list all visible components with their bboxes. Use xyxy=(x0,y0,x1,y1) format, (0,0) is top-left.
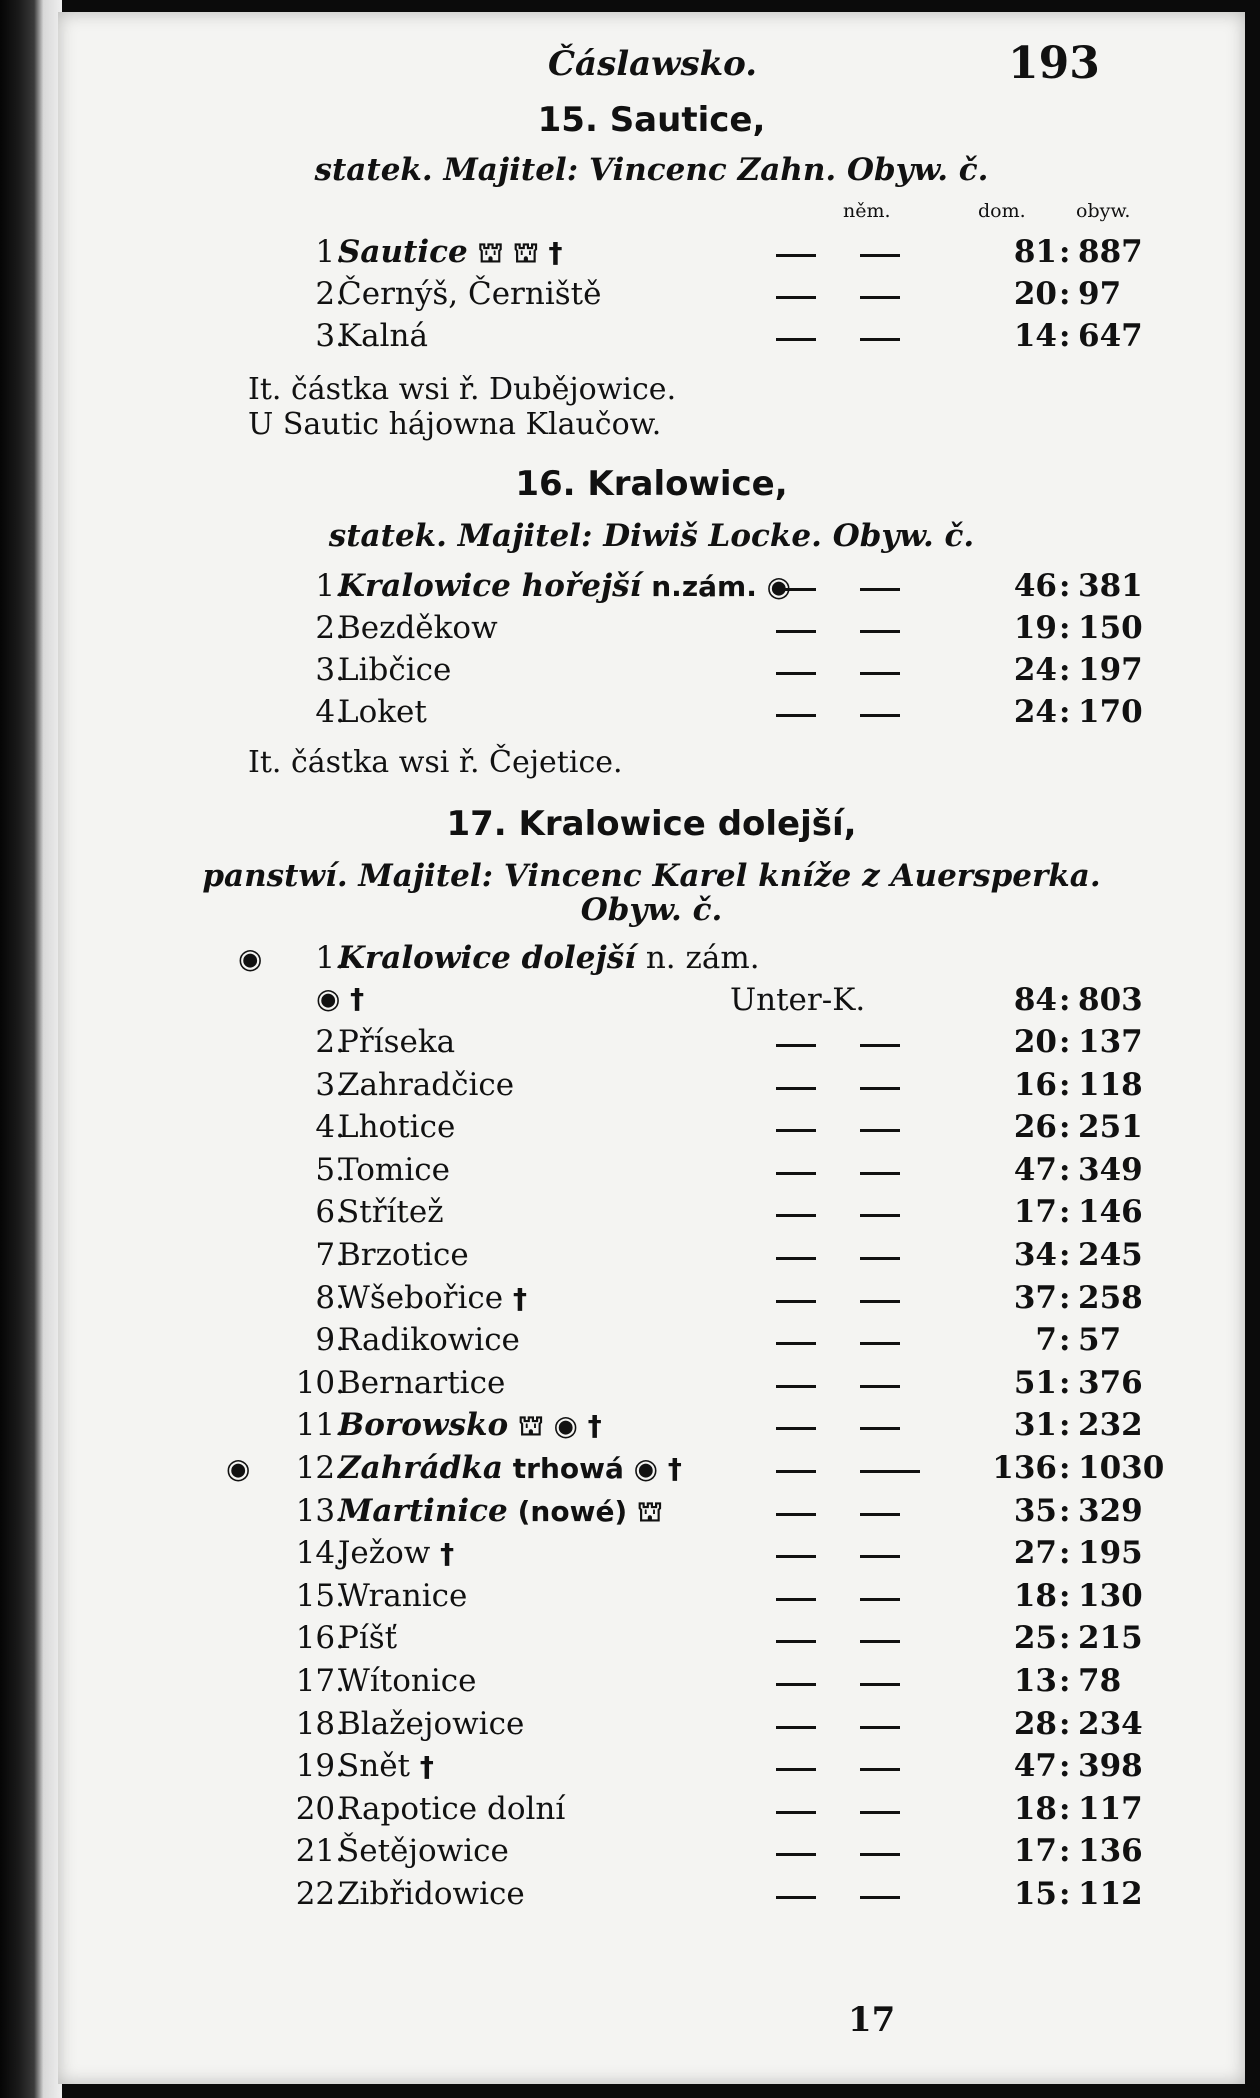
list-item xyxy=(58,1876,1245,1916)
signature-mark: 17 xyxy=(848,2000,896,2040)
entry-dom: 15 xyxy=(1013,1876,1057,1912)
entry-obyw: 234 xyxy=(1078,1705,1143,1742)
dash xyxy=(776,1726,816,1729)
entry-name: Radikowice xyxy=(338,1322,520,1359)
entry-name: Rapotice dolní xyxy=(338,1790,566,1827)
list-item xyxy=(58,1067,1245,1107)
entry-symbols: † xyxy=(512,1281,527,1315)
entry-dom: 25 xyxy=(1013,1620,1057,1657)
entry-obyw: 1030 xyxy=(1078,1450,1165,1486)
entry-obyw: 150 xyxy=(1078,610,1143,646)
dash xyxy=(860,1172,900,1175)
entry-name: Zahradčice xyxy=(338,1066,515,1103)
entry-number: 3. xyxy=(315,652,345,688)
dash xyxy=(860,254,900,257)
dash xyxy=(860,714,900,717)
list-item xyxy=(58,1620,1245,1660)
entry-number: 22. xyxy=(295,1876,345,1912)
entry-dom: 20 xyxy=(1013,1024,1057,1060)
dash xyxy=(776,1087,816,1090)
dash xyxy=(776,1129,816,1132)
entry-dom: 24 xyxy=(1013,652,1057,688)
entry-number: 8. xyxy=(315,1279,345,1316)
entry-dom: 35 xyxy=(1013,1492,1057,1529)
entry-name: Libčice xyxy=(338,652,452,688)
entry-dom: 7 xyxy=(1035,1322,1057,1359)
list-item xyxy=(58,1109,1245,1149)
entry-name: Lhotice xyxy=(338,1109,456,1146)
entry-dom: 16 xyxy=(1013,1066,1057,1103)
entry-obyw: 195 xyxy=(1078,1535,1143,1572)
entry-name: Sautice ⛫ ⛫ † xyxy=(338,234,563,270)
entry-dom: 24 xyxy=(1013,694,1057,730)
entry-note: Unter-K. xyxy=(730,982,866,1018)
list-item xyxy=(58,1663,1245,1703)
entry-symbols: † xyxy=(440,1537,455,1571)
entry-symbols: ◉ † xyxy=(316,982,365,1015)
entry-name: Bezděkow xyxy=(338,610,498,646)
entry-obyw: 78 xyxy=(1078,1663,1122,1699)
entry-number: 16. xyxy=(295,1620,345,1657)
section-16-subtitle: statek. Majitel: Diwiš Locke. Obyw. č. xyxy=(328,518,975,554)
dash xyxy=(860,672,900,675)
entry-name: Ježow † xyxy=(338,1535,455,1572)
entry-number: 18. xyxy=(295,1705,345,1742)
separator: : xyxy=(1059,318,1071,354)
list-item xyxy=(58,1407,1245,1447)
note: It. částka wsi ř. Dubějowice. xyxy=(248,372,677,407)
dash xyxy=(776,714,816,717)
list-item xyxy=(58,1194,1245,1234)
dash xyxy=(860,1300,900,1303)
entry-obyw: 57 xyxy=(1078,1322,1122,1359)
entry-number: 13. xyxy=(295,1492,345,1529)
dash xyxy=(860,1513,900,1516)
dash xyxy=(776,1385,816,1388)
entry-obyw: 329 xyxy=(1078,1492,1143,1529)
dash xyxy=(776,1598,816,1601)
entry-obyw: 887 xyxy=(1078,234,1143,270)
dash xyxy=(776,254,816,257)
list-item xyxy=(58,276,1245,316)
entry-obyw: 232 xyxy=(1078,1407,1143,1444)
page-number: 193 xyxy=(1008,38,1100,89)
entry-name: Wranice xyxy=(338,1577,468,1614)
entry-name: Kralowice hořejší n.zám. ◉ xyxy=(338,568,792,604)
dash xyxy=(860,1427,900,1430)
entry-dom: 13 xyxy=(1013,1663,1057,1699)
note: U Sautic hájowna Klaučow. xyxy=(248,407,662,442)
entry-dom: 27 xyxy=(1013,1535,1057,1572)
entry-name: Střítež xyxy=(338,1194,444,1231)
entry-obyw: 251 xyxy=(1078,1109,1143,1146)
note: It. částka wsi ř. Čejetice. xyxy=(248,745,623,780)
entry-dom: 31 xyxy=(1013,1407,1057,1444)
separator: : xyxy=(1059,234,1071,270)
entry-obyw: 647 xyxy=(1078,318,1143,354)
dash xyxy=(860,1726,900,1729)
entry-name: Snět † xyxy=(338,1748,434,1785)
dash xyxy=(776,1470,816,1473)
entry-obyw: 349 xyxy=(1078,1151,1143,1188)
entry-name: Píšť xyxy=(338,1620,398,1657)
separator: : xyxy=(1059,1151,1071,1188)
entry-number: 4. xyxy=(315,694,345,730)
entry-dom: 18 xyxy=(1013,1577,1057,1614)
separator: : xyxy=(1059,1237,1071,1273)
entry-obyw: 381 xyxy=(1078,568,1143,604)
entry-number: 12. xyxy=(295,1450,345,1486)
separator: : xyxy=(1059,1620,1071,1657)
dash xyxy=(776,1172,816,1175)
entry-name: Šetějowice xyxy=(338,1833,509,1870)
entry-dom: 20 xyxy=(1013,276,1057,312)
entry-obyw: 118 xyxy=(1078,1066,1143,1103)
dash xyxy=(860,1683,900,1686)
entry-dom: 34 xyxy=(1013,1237,1057,1273)
dash xyxy=(776,1300,816,1303)
list-item xyxy=(58,610,1245,650)
dash xyxy=(776,1768,816,1771)
entry-name: Zahrádka trhowá ◉ † xyxy=(338,1450,682,1486)
list-item xyxy=(58,1833,1245,1873)
entry-dom: 84 xyxy=(1013,982,1057,1018)
dash xyxy=(776,1811,816,1814)
entry-dom: 26 xyxy=(1013,1109,1057,1146)
entry-name: Kralowice dolejší n. zám. xyxy=(338,940,760,976)
entry-symbols: † xyxy=(419,1750,434,1784)
separator: : xyxy=(1059,1407,1071,1444)
entry-number: 2. xyxy=(315,276,345,312)
dash xyxy=(860,1214,900,1217)
separator: : xyxy=(1059,1876,1071,1912)
dash xyxy=(860,1811,900,1814)
entry-number: 20. xyxy=(295,1790,345,1827)
castle-bullet-icon: ◉ xyxy=(238,942,263,975)
section-15-title: 15. Sautice, xyxy=(537,100,766,140)
dash xyxy=(860,1385,900,1388)
column-header-nem: něm. xyxy=(843,200,891,222)
dash xyxy=(776,630,816,633)
separator: : xyxy=(1059,276,1071,312)
entry-symbols: ⛫ ◉ † xyxy=(518,1409,602,1443)
list-item xyxy=(58,652,1245,692)
entry-name: Wítonice xyxy=(338,1663,477,1699)
entry-name: Brzotice xyxy=(338,1237,469,1273)
entry-obyw: 376 xyxy=(1078,1364,1143,1401)
entry-number: 3. xyxy=(315,1066,345,1103)
separator: : xyxy=(1059,1322,1071,1359)
entry-number: 11. xyxy=(295,1407,345,1444)
dash xyxy=(860,338,900,341)
entry-number: 9. xyxy=(315,1322,345,1359)
dash xyxy=(776,296,816,299)
entry-obyw: 146 xyxy=(1078,1194,1143,1231)
list-item xyxy=(58,234,1245,274)
dash xyxy=(776,588,816,591)
entry-name: Zibřidowice xyxy=(338,1876,525,1912)
entry-name: Blažejowice xyxy=(338,1705,525,1742)
entry-dom: 51 xyxy=(1013,1364,1057,1401)
entry-number: 3. xyxy=(315,318,345,354)
entry-name: Loket xyxy=(338,694,427,730)
dash xyxy=(860,1129,900,1132)
list-item xyxy=(58,1322,1245,1362)
list-item xyxy=(58,1535,1245,1575)
entry-name: Borowsko ⛫ ◉ † xyxy=(338,1407,602,1444)
dash xyxy=(860,1768,900,1771)
list-item xyxy=(58,568,1245,608)
entry-number: 5. xyxy=(315,1151,345,1188)
entry-number: 17. xyxy=(295,1663,345,1699)
entry-name: Wšebořice † xyxy=(338,1279,527,1316)
entry-number: 2. xyxy=(315,610,345,646)
book-spine xyxy=(0,0,62,2098)
dash xyxy=(776,1896,816,1899)
entry-dom: 47 xyxy=(1013,1151,1057,1188)
entry-dom: 17 xyxy=(1013,1833,1057,1870)
entry-obyw: 197 xyxy=(1078,652,1143,688)
list-item xyxy=(58,1280,1245,1320)
entry-name: Kalná xyxy=(338,318,429,354)
book-page xyxy=(58,12,1245,2084)
entry-name: Martinice (nowé) ⛫ xyxy=(338,1492,663,1529)
section-16-title: 16. Kralowice, xyxy=(515,464,788,504)
entry-name: Tomice xyxy=(338,1151,450,1188)
separator: : xyxy=(1059,1364,1071,1401)
dash xyxy=(776,1683,816,1686)
separator: : xyxy=(1059,1066,1071,1103)
entry-obyw: 117 xyxy=(1078,1790,1143,1827)
separator: : xyxy=(1059,1109,1071,1146)
list-item xyxy=(58,940,1245,980)
dash xyxy=(860,1087,900,1090)
entry-number: 21. xyxy=(295,1833,345,1870)
entry-obyw: 398 xyxy=(1078,1748,1143,1785)
entry-obyw: 245 xyxy=(1078,1237,1143,1273)
list-item xyxy=(58,1365,1245,1405)
separator: : xyxy=(1059,1024,1071,1060)
entry-obyw: 112 xyxy=(1078,1876,1143,1912)
entry-obyw: 97 xyxy=(1078,276,1122,312)
dash xyxy=(776,1044,816,1047)
castle-bullet-icon: ◉ xyxy=(226,1452,251,1485)
dash xyxy=(776,1342,816,1345)
separator: : xyxy=(1059,1194,1071,1231)
dash xyxy=(860,1640,900,1643)
list-item xyxy=(58,1706,1245,1746)
list-item xyxy=(58,1578,1245,1618)
entry-obyw: 215 xyxy=(1078,1620,1143,1657)
dash xyxy=(776,1427,816,1430)
dash xyxy=(776,1555,816,1558)
list-item: ◉ † Unter-K. 84 : 803 xyxy=(316,982,1143,1018)
section-17-title: 17. Kralowice dolejší, xyxy=(446,804,857,844)
entry-obyw: 170 xyxy=(1078,694,1143,730)
entry-dom: 81 xyxy=(1013,234,1057,270)
entry-number: 2. xyxy=(315,1024,345,1060)
entry-number: 1. xyxy=(315,568,345,604)
dash xyxy=(860,1598,900,1601)
dash xyxy=(860,1896,900,1899)
section-17-subtitle: panstwí. Majitel: Vincenc Karel kníže z Auersperka. xyxy=(202,858,1101,894)
list-item xyxy=(58,1450,1245,1490)
separator: : xyxy=(1059,1748,1071,1785)
entry-obyw: 130 xyxy=(1078,1577,1143,1614)
separator: : xyxy=(1059,1535,1071,1572)
separator: : xyxy=(1059,1790,1071,1827)
list-item xyxy=(58,1024,1245,1064)
entry-obyw: 137 xyxy=(1078,1024,1143,1060)
entry-dom: 14 xyxy=(1013,318,1057,354)
list-item xyxy=(58,1493,1245,1533)
dash xyxy=(776,1513,816,1516)
entry-obyw: 136 xyxy=(1078,1833,1143,1870)
section-17-subtitle-2: Obyw. č. xyxy=(580,892,723,928)
entry-dom: 18 xyxy=(1013,1790,1057,1827)
entry-dom: 37 xyxy=(1013,1279,1057,1316)
entry-dom: 46 xyxy=(1013,568,1057,604)
entry-name: Černýš, Černiště xyxy=(338,276,602,312)
separator: : xyxy=(1059,1492,1071,1529)
separator: : xyxy=(1059,1833,1071,1870)
entry-dom: 17 xyxy=(1013,1194,1057,1231)
entry-obyw: 803 xyxy=(1078,982,1143,1018)
list-item xyxy=(58,318,1245,358)
separator: : xyxy=(1059,568,1071,604)
dash xyxy=(776,1640,816,1643)
separator: : xyxy=(1059,1577,1071,1614)
dash xyxy=(776,1257,816,1260)
separator: : xyxy=(1059,1279,1071,1316)
dash xyxy=(776,1214,816,1217)
dash xyxy=(776,1853,816,1856)
separator: : xyxy=(1059,1450,1071,1486)
entry-obyw: 258 xyxy=(1078,1279,1143,1316)
separator: : xyxy=(1059,652,1071,688)
entry-number: 14. xyxy=(295,1535,345,1572)
entry-number: 10. xyxy=(295,1364,345,1401)
list-item xyxy=(58,1152,1245,1192)
dash xyxy=(860,296,900,299)
column-header-dom: dom. xyxy=(978,200,1026,222)
separator: : xyxy=(1059,610,1071,646)
entry-number: 15. xyxy=(295,1577,345,1614)
dash xyxy=(776,672,816,675)
list-item xyxy=(58,694,1245,734)
entry-dom: 19 xyxy=(1013,610,1057,646)
entry-dom: 28 xyxy=(1013,1705,1057,1742)
dash xyxy=(860,1342,900,1345)
entry-number: 1. xyxy=(315,234,345,270)
list-item xyxy=(58,1237,1245,1277)
entry-number: 6. xyxy=(315,1194,345,1231)
running-title: Čáslawsko. xyxy=(548,44,758,84)
separator: : xyxy=(1059,1705,1071,1742)
entry-symbols: n.zám. ◉ xyxy=(651,570,792,603)
entry-number: 1. xyxy=(315,940,345,976)
entry-dom: 136 xyxy=(992,1450,1057,1486)
dash xyxy=(860,630,900,633)
section-15-subtitle: statek. Majitel: Vincenc Zahn. Obyw. č. xyxy=(314,152,989,188)
entry-symbols: (nowé) ⛫ xyxy=(517,1494,663,1528)
dash xyxy=(860,1853,900,1856)
dash xyxy=(860,1470,920,1473)
entry-number: 7. xyxy=(315,1237,345,1273)
entry-symbols: trhowá ◉ † xyxy=(512,1452,682,1485)
entry-number: 4. xyxy=(315,1109,345,1146)
separator: : xyxy=(1059,694,1071,730)
list-item xyxy=(58,1748,1245,1788)
entry-number: 19. xyxy=(295,1748,345,1785)
dash xyxy=(860,588,900,591)
dash xyxy=(776,338,816,341)
dash xyxy=(860,1257,900,1260)
entry-name: Příseka xyxy=(338,1024,456,1060)
list-item xyxy=(58,1791,1245,1831)
entry-name: Bernartice xyxy=(338,1364,506,1401)
separator: : xyxy=(1059,1663,1071,1699)
running-head xyxy=(58,34,1245,89)
entry-dom: 47 xyxy=(1013,1748,1057,1785)
column-header-obyw: obyw. xyxy=(1076,200,1131,222)
dash xyxy=(860,1555,900,1558)
entry-symbols: ⛫ ⛫ † xyxy=(477,236,563,269)
dash xyxy=(860,1044,900,1047)
